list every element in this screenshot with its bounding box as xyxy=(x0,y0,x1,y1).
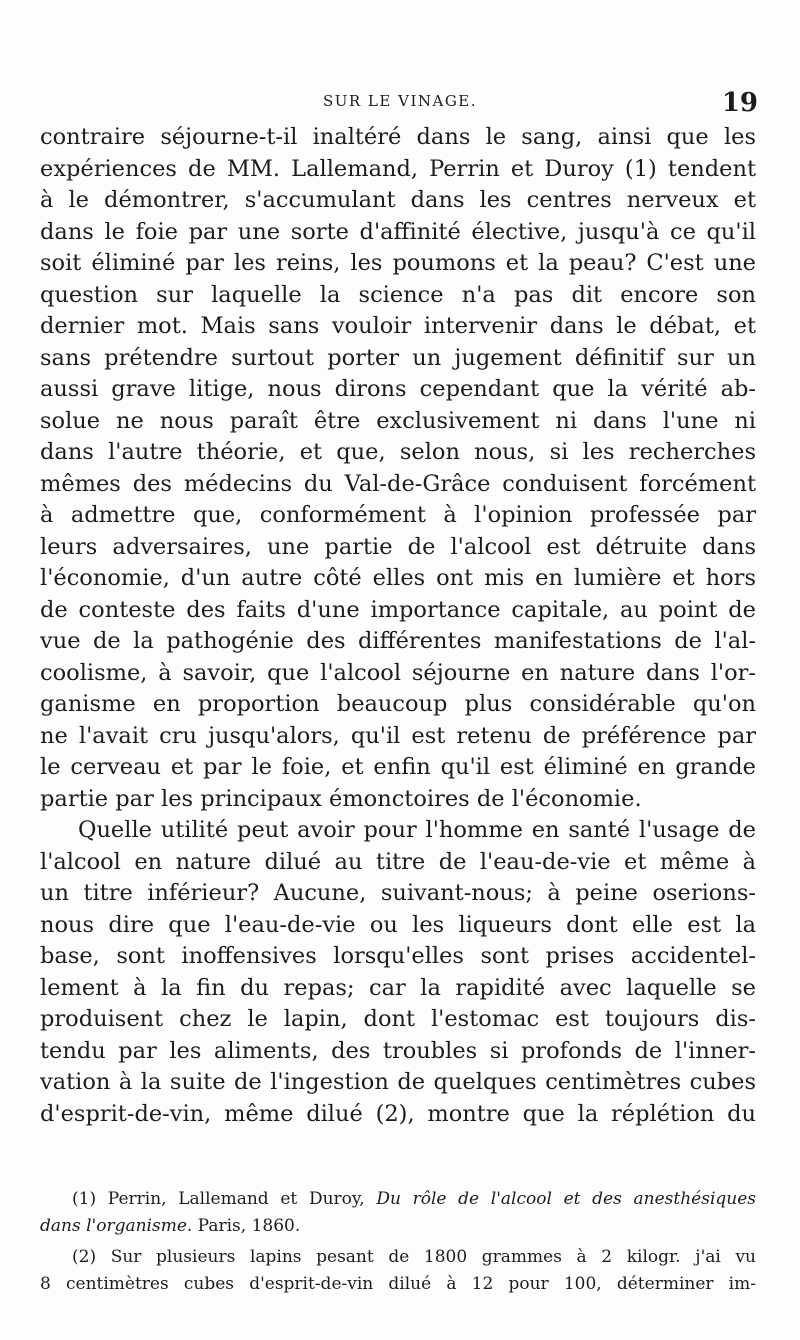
text-line: aussi grave litige, nous dirons cependant que la vérité ab- xyxy=(40,376,756,402)
running-header xyxy=(40,88,760,120)
running-title: SUR LE VINAGE. xyxy=(322,92,478,110)
text-line: vation à la suite de l'ingestion de quelques centimètres cubes xyxy=(40,1069,756,1095)
text-line: de conteste des faits d'une importance capitale, au point de xyxy=(40,596,756,623)
text-line: l'économie, d'un autre côté elles ont mis en lumière et hors xyxy=(40,565,756,591)
text-line: ne l'avait cru jusqu'alors, qu'il est retenu de préférence par xyxy=(40,722,756,749)
text-line: vue de la pathogénie des différentes manifestations de l'al- xyxy=(40,628,756,654)
text-line: un titre inférieur? Aucune, suivant-nous; à peine oserions- xyxy=(40,880,756,906)
text-line: solue ne nous paraît être exclusivement ni dans l'une ni xyxy=(40,407,756,434)
paragraph-1 xyxy=(40,122,756,815)
text-line: le cerveau et par le foie, et enfin qu'il est éliminé en grande xyxy=(40,754,756,780)
footnote-2-line: 8 centimètres cubes d'esprit-de-vin dilué à 12 pour 100, déterminer im- xyxy=(40,1274,756,1294)
footnote-1-title-cont: dans l'organisme xyxy=(40,1216,187,1236)
text-line: partie par les principaux émonctoires de l'économie. xyxy=(40,785,642,812)
page-number: 19 xyxy=(721,88,758,118)
text-line: d'esprit-de-vin, même dilué (2), montre que la réplétion du xyxy=(40,1100,756,1127)
text-line: expériences de MM. Lallemand, Perrin et Duroy (1) tendent xyxy=(40,155,756,182)
text-line: Quelle utilité peut avoir pour l'homme en santé l'usage de xyxy=(78,817,756,843)
text-line: sans prétendre surtout porter un jugement définitif sur un xyxy=(40,344,756,371)
text-line: dans le foie par une sorte d'affinité élective, jusqu'à ce qu'il xyxy=(40,218,756,245)
text-line: nous dire que l'eau-de-vie ou les liqueurs dont elle est la xyxy=(40,911,756,938)
text-line: leurs adversaires, une partie de l'alcool est détruite dans xyxy=(40,533,756,560)
text-line: à le démontrer, s'accumulant dans les centres nerveux et xyxy=(40,187,756,213)
footnote-1-prefix: (1) Perrin, Lallemand et Duroy, xyxy=(72,1189,377,1209)
footnote-1-title: Du rôle de l'alcool et des anesthésiques xyxy=(376,1189,756,1209)
footnote-1-line xyxy=(40,1213,756,1240)
text-line: soit éliminé par les reins, les poumons et la peau? C'est une xyxy=(40,250,756,276)
text-line: dernier mot. Mais sans vouloir intervenir dans le débat, et xyxy=(40,313,756,339)
footnotes xyxy=(40,1186,756,1298)
text-line: lement à la fin du repas; car la rapidité avec laquelle se xyxy=(40,974,756,1001)
footnote-1-suffix: . Paris, 1860. xyxy=(186,1216,301,1236)
text-line: ganisme en proportion beaucoup plus considérable qu'on xyxy=(40,691,756,717)
text-line: contraire séjourne-t-il inaltéré dans le sang, ainsi que les xyxy=(40,124,756,150)
footnote-1-line xyxy=(40,1186,756,1213)
text-line: base, sont inoffensives lorsqu'elles sont prises accidentel- xyxy=(40,943,756,969)
paragraph-2 xyxy=(40,815,756,1130)
text-line: produisent chez le lapin, dont l'estomac est toujours dis- xyxy=(40,1006,756,1032)
text-line: l'alcool en nature dilué au titre de l'eau-de-vie et même à xyxy=(40,848,756,875)
text-line: dans l'autre théorie, et que, selon nous, si les recherches xyxy=(40,439,756,465)
body-text xyxy=(40,122,756,1130)
text-line: question sur laquelle la science n'a pas dit encore son xyxy=(40,281,756,308)
text-line: à admettre que, conformément à l'opinion professée par xyxy=(40,502,756,528)
text-line: mêmes des médecins du Val-de-Grâce conduisent forcément xyxy=(40,470,756,497)
footnote-2-line: (2) Sur plusieurs lapins pesant de 1800 grammes à 2 kilogr. j'ai vu xyxy=(72,1247,756,1267)
text-line: tendu par les aliments, des troubles si profonds de l'inner- xyxy=(40,1037,756,1064)
text-line: coolisme, à savoir, que l'alcool séjourne en nature dans l'or- xyxy=(40,659,756,686)
